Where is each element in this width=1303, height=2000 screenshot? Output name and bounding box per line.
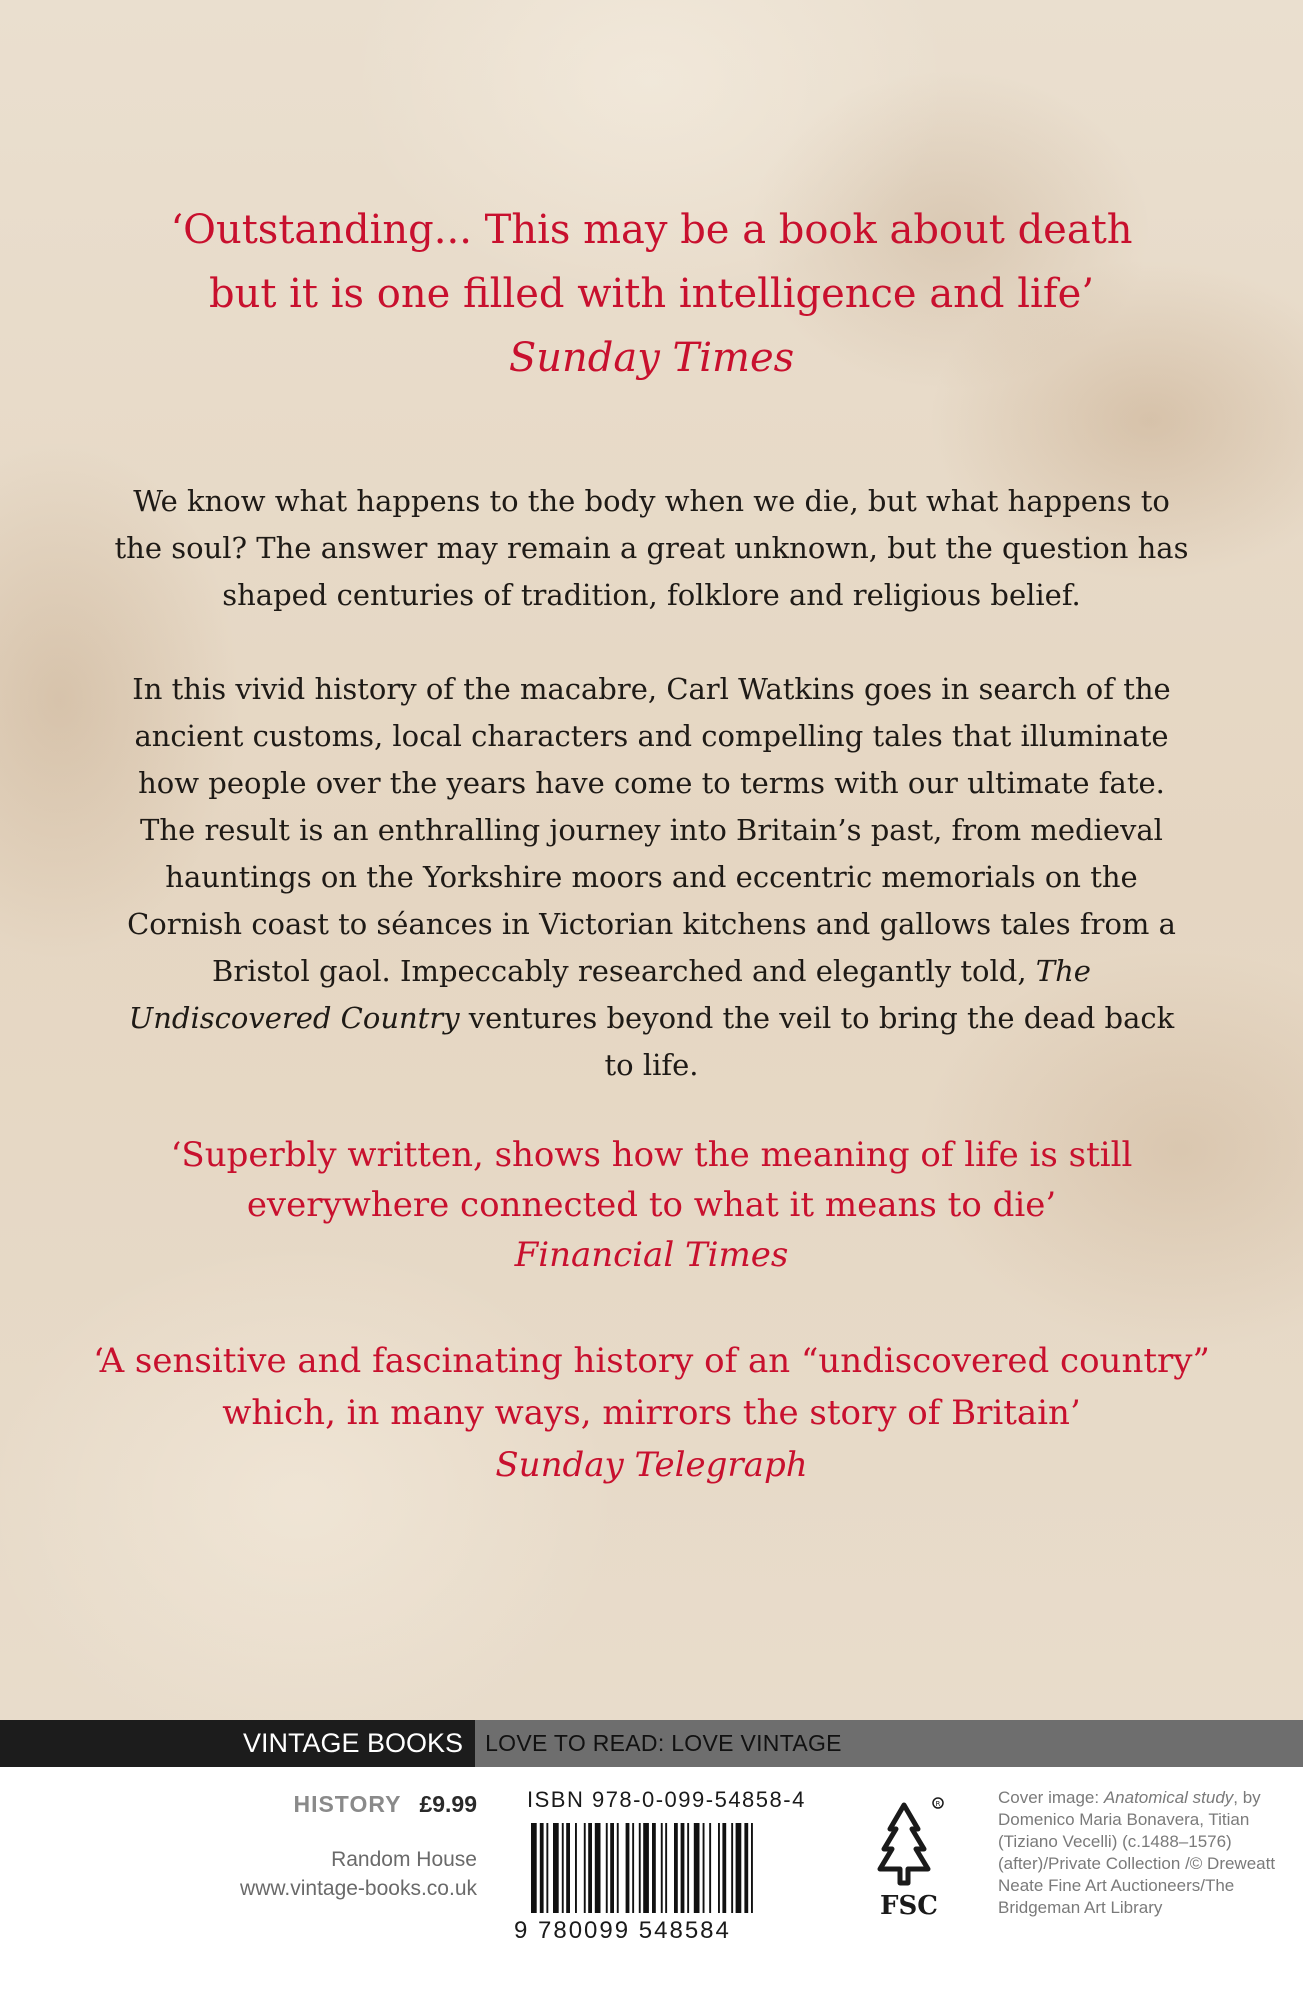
imprint-bar [0,1720,1303,1767]
footer [0,1767,1303,2000]
credit-prefix: Cover image: [998,1788,1104,1807]
cover-image-credit [998,1787,1288,1919]
quote-source: Financial Times [514,1235,789,1275]
quote-line: but it is one filled with intelligence and life’ [208,271,1095,317]
credit-rest: , by Domenico Maria Bonavera, Titian (Tiziano Vecelli) (c.1488–1576) (after)/Private Collection /© Dreweatt Neate Fine Art Auctioneers/The Bridgeman Art Library [998,1788,1276,1917]
barcode-icon [527,1823,812,1915]
publisher-name: Random House [331,1848,477,1871]
blurb-text [110,666,1193,1089]
quote-source: Sunday Telegraph [495,1445,808,1485]
price: £9.99 [419,1791,477,1817]
barcode-digits: 9 780099 548584 [514,1917,731,1944]
quote-line: which, in many ways, mirrors the story of Britain’ [222,1393,1081,1433]
blurb-paragraph-2 [110,666,1193,1089]
fsc-tree-logo-icon [862,1797,946,1889]
imprint-name: VINTAGE BOOKS [243,1728,464,1758]
quote-sunday-telegraph [0,1335,1303,1491]
blurb-text: We know what happens to the body when we die, but what happens to the soul? The answer may remain a great unknown, but the question has shaped centuries of tradition, folklore and religious belief. [114,484,1189,612]
book-title: The Undiscovered Country [128,954,1091,1035]
quote-sunday-times [0,198,1303,390]
quote-financial-times [0,1130,1303,1280]
slogan-text: LOVE TO READ: LOVE VINTAGE [485,1730,842,1756]
quote-line: everywhere connected to what it means to die’ [246,1185,1057,1225]
quote-line: ‘Superbly written, shows how the meaning of life is still [170,1135,1133,1175]
isbn-label: ISBN 978-0-099-54858-4 [527,1787,806,1812]
slogan-box [475,1720,1303,1767]
publisher-info [127,1845,477,1903]
category-label: HISTORY [293,1791,402,1817]
publisher-website: www.vintage-books.co.uk [240,1877,477,1900]
blurb-paragraph-1 [110,478,1193,619]
fsc-label: FSC [880,1891,938,1921]
blurb-text-before: In this vivid history of the macabre, Carl Watkins goes in search of the ancient customs, local characters and compelling tales that illuminate how people over the years have come to terms with our ultimate fate. The result is an enthralling journey into Britain’s past, from medieval hauntings on the Yorkshire moors and eccentric memorials on the Cornish coast to séances in Victorian kitchens and gallows tales from a Bristol gaol. Impeccably researched and elegantly told, [127,672,1176,988]
svg-text:R: R [935,1800,941,1808]
quote-source: Sunday Times [508,335,795,381]
quote-line: ‘A sensitive and fascinating history of an “undiscovered country” [93,1341,1210,1381]
credit-title: Anatomical study [1103,1788,1234,1807]
blurb-text-after: ventures beyond the veil to bring the dead back to life. [459,1001,1175,1082]
quote-line: ‘Outstanding... This may be a book about death [170,207,1133,253]
price-line [177,1791,477,1818]
